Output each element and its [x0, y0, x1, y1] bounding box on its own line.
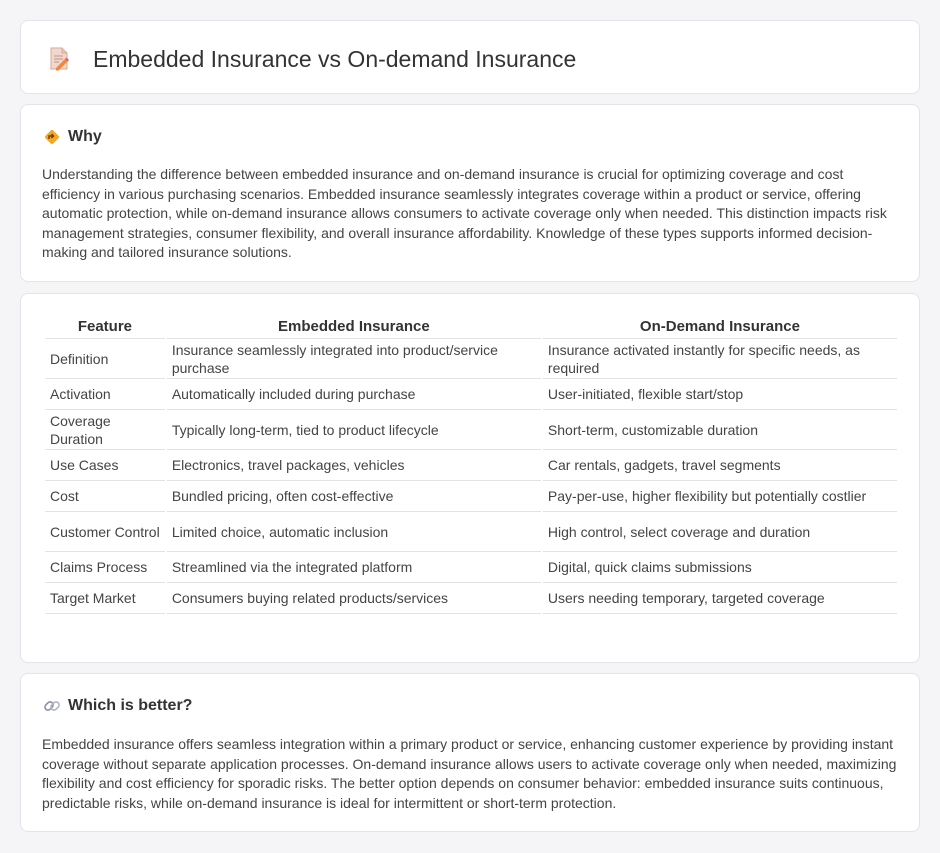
table-row — [45, 512, 897, 552]
table-row — [45, 339, 897, 379]
feature-cell: Definition — [45, 339, 165, 379]
embedded-cell: Limited choice, automatic inclusion — [167, 512, 541, 552]
embedded-cell: Streamlined via the integrated platform — [167, 552, 541, 583]
why-title: Why — [68, 128, 102, 145]
embedded-cell: Typically long-term, tied to product lifecycle — [167, 410, 541, 450]
on-demand-cell: Digital, quick claims submissions — [543, 552, 897, 583]
why-heading — [43, 127, 102, 147]
feature-cell: Activation — [45, 379, 165, 410]
title-row — [48, 46, 576, 72]
table-row — [45, 583, 897, 614]
header-embedded: Embedded Insurance — [167, 314, 541, 339]
feature-cell: Customer Control — [45, 512, 165, 552]
diamond-direction-icon — [43, 128, 61, 146]
table-header-row — [45, 314, 897, 339]
on-demand-cell: User-initiated, flexible start/stop — [543, 379, 897, 410]
feature-cell: Cost — [45, 481, 165, 512]
comparison-table-card — [20, 293, 920, 663]
why-card — [20, 104, 920, 282]
table-row — [45, 481, 897, 512]
on-demand-cell: Users needing temporary, targeted coverage — [543, 583, 897, 614]
header-card — [20, 20, 920, 94]
on-demand-cell: High control, select coverage and duration — [543, 512, 897, 552]
feature-cell: Use Cases — [45, 450, 165, 481]
on-demand-cell: Pay-per-use, higher flexibility but potentially costlier — [543, 481, 897, 512]
embedded-cell: Bundled pricing, often cost-effective — [167, 481, 541, 512]
header-on-demand: On-Demand Insurance — [543, 314, 897, 339]
better-card — [20, 673, 920, 832]
document-pencil-icon — [48, 47, 70, 71]
table-row — [45, 552, 897, 583]
embedded-cell: Automatically included during purchase — [167, 379, 541, 410]
header-feature: Feature — [45, 314, 165, 339]
better-title: Which is better? — [68, 697, 193, 714]
feature-cell: Target Market — [45, 583, 165, 614]
on-demand-cell: Insurance activated instantly for specific needs, as required — [543, 339, 897, 379]
on-demand-cell: Car rentals, gadgets, travel segments — [543, 450, 897, 481]
comparison-table — [43, 314, 899, 614]
page-title: Embedded Insurance vs On-demand Insurance — [93, 46, 577, 72]
better-text: Embedded insurance offers seamless integration within a primary product or service, enhancing customer experience by providing instant coverage without separate application processes. On-demand insurance allows users to activate coverage only when needed, maximizing flexibility and cost efficiency for sporadic risks. The better option depends on consumer behavior: embedded insurance suits continuous, predictable risks, while on-demand insurance is ideal for intermittent or short-term protection. — [42, 736, 897, 811]
table-row — [45, 410, 897, 450]
embedded-cell: Insurance seamlessly integrated into product/service purchase — [167, 339, 541, 379]
table-row — [45, 379, 897, 410]
feature-cell: Claims Process — [45, 552, 165, 583]
on-demand-cell: Short-term, customizable duration — [543, 410, 897, 450]
embedded-cell: Electronics, travel packages, vehicles — [167, 450, 541, 481]
why-text: Understanding the difference between embedded insurance and on-demand insurance is crucial for optimizing coverage and cost efficiency in various purchasing scenarios. Embedded insurance seamlessly integrates coverage within a product or service, offering automatic protection, while on-demand insurance allows consumers to activate coverage only when needed. This distinction impacts risk management strategies, consumer flexibility, and overall insurance affordability. Knowledge of these types supports informed decision-making and tailored insurance solutions. — [42, 166, 887, 261]
link-icon — [43, 697, 61, 715]
embedded-cell: Consumers buying related products/services — [167, 583, 541, 614]
better-heading — [43, 696, 192, 716]
table-row — [45, 450, 897, 481]
feature-cell: Coverage Duration — [45, 410, 165, 450]
